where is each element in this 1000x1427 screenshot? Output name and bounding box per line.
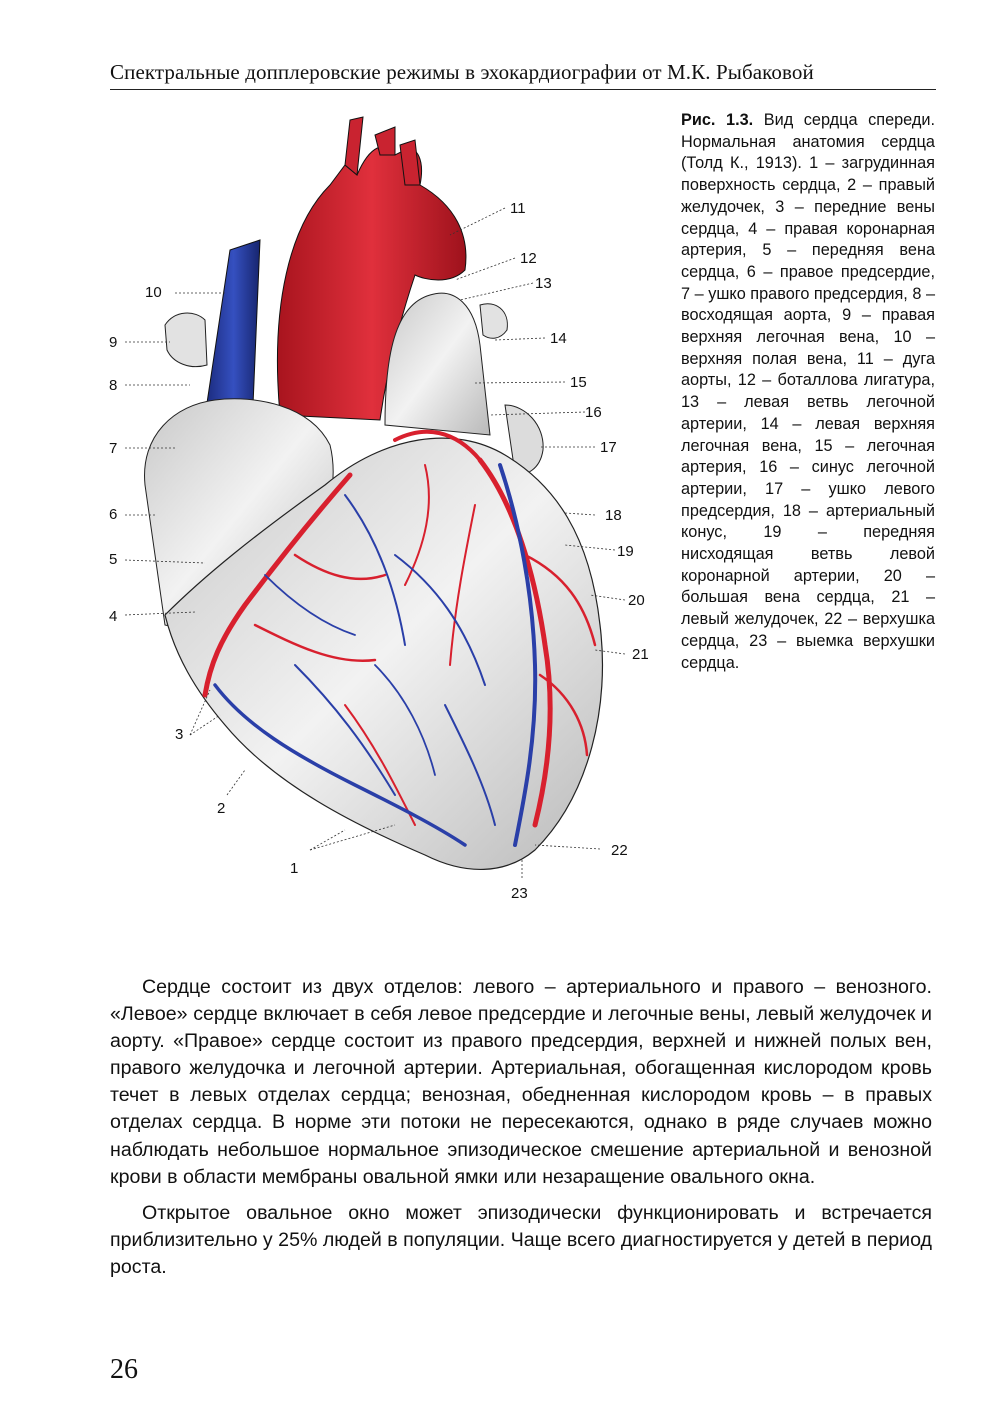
caption-text: Вид сердца спереди. Нормальная анатомия сердца (Толд К., 1913). 1 – загрудинная поверхность сердца, 2 – правый желудочек, 3 – передние вены сердца, 4 – правая коронарная артерия, 5 – передняя вена сердца, 6 – правое предсердие, 7 – ушко правого предсердия, 8 – восходящая аорта, 9 – правая верхняя легочная вена, 10 – верхняя полая вена, 11 – дуга аорты, 12 – боталлова лигатура, 13 – левая ветвь легочной артерии, 14 – левая верхняя легочная вена, 15 – легочная артерия, 16 – синус легочной артерии, 17 – ушко левого предсердия, 18 – артериальный конус, 19 – передняя нисходящая ветвь левой коронарной артерии, 20 – большая вена сердца, 21 – левый желудочек, 22 – верхушка сердца, 23 – выемка верхушки сердца.: [681, 111, 935, 672]
figure-caption: [681, 110, 935, 674]
label-6: 6: [109, 506, 118, 523]
label-10: 10: [145, 284, 162, 301]
heart-figure: [95, 105, 675, 915]
label-5: 5: [109, 551, 118, 568]
label-18: 18: [605, 507, 622, 524]
label-9: 9: [109, 334, 118, 351]
label-16: 16: [585, 404, 602, 421]
label-21: 21: [632, 646, 649, 663]
label-19: 19: [617, 543, 634, 560]
label-20: 20: [628, 592, 645, 609]
label-3: 3: [175, 726, 184, 743]
header-rule: [110, 89, 936, 90]
label-12: 12: [520, 250, 537, 267]
superior-vena-cava: [207, 240, 260, 405]
label-15: 15: [570, 374, 587, 391]
label-13: 13: [535, 275, 552, 292]
caption-title: Рис. 1.3.: [681, 111, 754, 129]
label-2: 2: [217, 800, 226, 817]
running-header: Спектральные допплеровские режимы в эхокардиографии от М.К. Рыбаковой: [110, 60, 814, 84]
heart-illustration: [95, 105, 675, 915]
label-11: 11: [510, 200, 526, 217]
body-paragraph-1: Сердце состоит из двух отделов: левого – артериального и правого – венозного. «Левое» сердце включает в себя левое предсердие и легочные вены, левый желудочек и аорту. «Правое» сердце состоит из правого предсердия, верхней и нижней полых вен, правого желудочка и легочной артерии. Артериальная, обогащенная кислородом кровь течет в левых отделах сердца; венозная, обедненная кислородом кровь – в правых отделах сердца. В норме эти потоки не пересекаются, однако в ряде случаев можно наблюдать небольшое нормальное эпизодическое смешение артериальной и венозной крови в области мембраны овальной ямки или незаращение овального окна.: [110, 976, 932, 1188]
label-22: 22: [611, 842, 628, 859]
label-7: 7: [109, 440, 118, 457]
label-23: 23: [511, 885, 528, 902]
page-number: 26: [110, 1354, 138, 1385]
body-text: [110, 974, 932, 1290]
label-17: 17: [600, 439, 617, 456]
label-8: 8: [109, 377, 118, 394]
label-1: 1: [290, 860, 299, 877]
label-14: 14: [550, 330, 567, 347]
body-paragraph-2: Открытое овальное окно может эпизодически функционировать и встречается приблизительно у 25% людей в популяции. Чаще всего диагностируется у детей в период роста.: [110, 1201, 932, 1278]
label-4: 4: [109, 608, 118, 625]
